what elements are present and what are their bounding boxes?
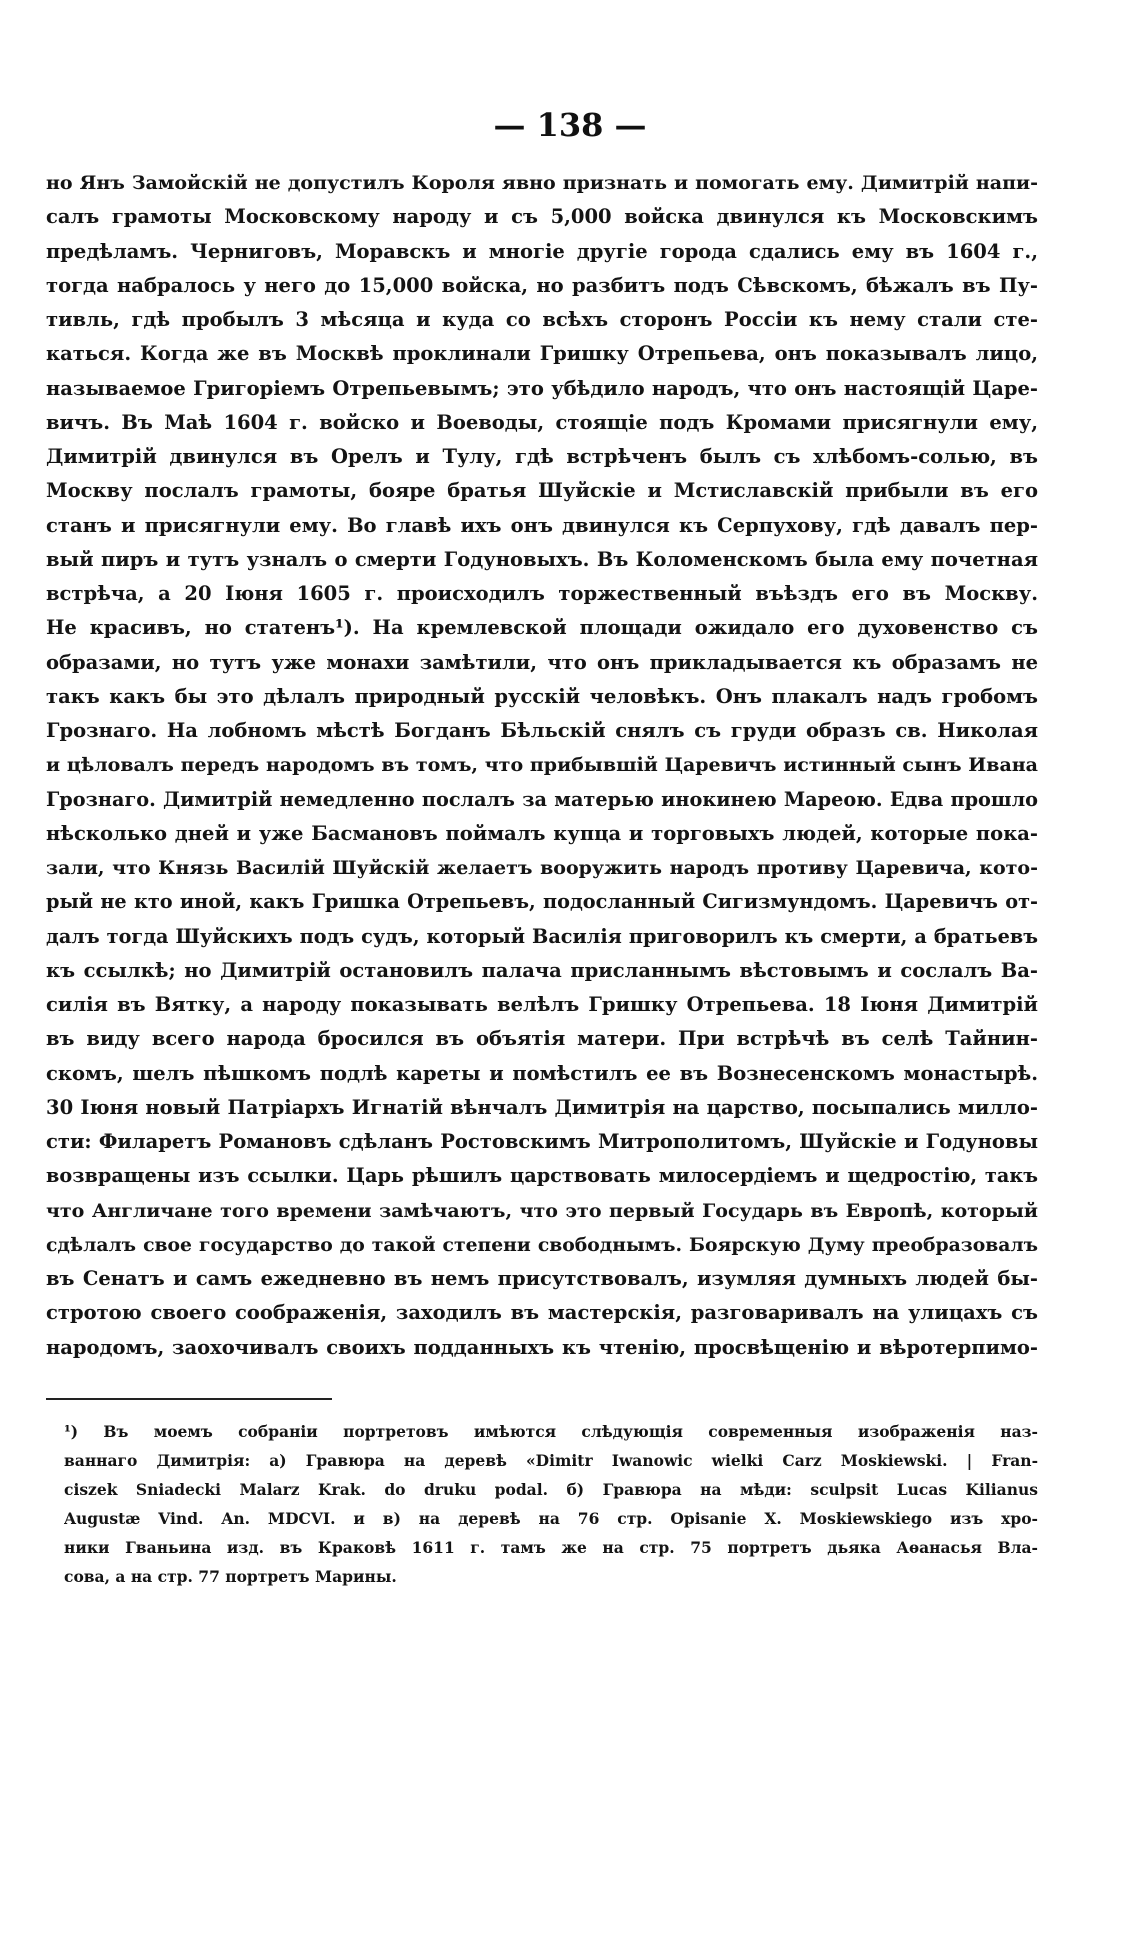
footnote-divider	[46, 1398, 332, 1400]
text-line: силія въ Вятку, а народу показывать велѣлъ Гришку Отрепьева. 18 Іюня Димитрій	[46, 993, 1038, 1016]
text-line: 30 Іюня новый Патріархъ Игнатій вѣнчалъ Димитрія на царство, посыпались милло-	[46, 1095, 1038, 1119]
footnote	[64, 1417, 1038, 1591]
text-line: зали, что Князь Василій Шуйскій желаетъ вооружить народъ противу Царевича, кото-	[46, 857, 1038, 879]
text-line: Грознаго. Димитрій немедленно послалъ за матерью инокинею Мареою. Едва прошло	[46, 787, 1038, 811]
text-line: Грознаго. На лобномъ мѣстѣ Богданъ Бѣльскій снялъ съ груди образъ св. Николая	[46, 719, 1038, 742]
text-line: сдѣлалъ свое государство до такой степени свободнымъ. Боярскую Думу преобразовалъ	[46, 1233, 1038, 1256]
text-line: стротою своего соображенія, заходилъ въ мастерскія, разговаривалъ на улицахъ съ	[46, 1301, 1038, 1325]
footnote-line: ciszek Sniadecki Malarz Krak. do druku podal. б) Гравюра на мѣди: sculpsit Lucas Kilianus	[64, 1480, 1038, 1499]
text-line: такъ какъ бы это дѣлалъ природный русскій человѣкъ. Онъ плакалъ надъ гробомъ	[46, 684, 1038, 708]
text-line: салъ грамоты Московскому народу и съ 5,000 войска двинулся къ Московскимъ	[46, 205, 1038, 229]
text-line: нѣсколько дней и уже Басмановъ поймалъ купца и торговыхъ людей, которые пока-	[46, 821, 1038, 845]
text-line: станъ и присягнули ему. Во главѣ ихъ онъ двинулся къ Серпухову, гдѣ давалъ пер-	[46, 513, 1038, 537]
text-line: вый пиръ и тутъ узналъ о смерти Годуновыхъ. Въ Коломенскомъ была ему почетная	[46, 547, 1038, 571]
text-line: Не красивъ, но статенъ¹). На кремлевской площади ожидало его духовенство съ	[46, 616, 1038, 640]
footnote-line: ники Гваньина изд. въ Краковѣ 1611 г. тамъ же на стр. 75 портретъ дьяка Аѳанасья Вла-	[64, 1538, 1038, 1557]
text-line: что Англичане того времени замѣчаютъ, что это первый Государь въ Европѣ, который	[46, 1199, 1038, 1222]
text-line: возвращены изъ ссылки. Царь рѣшилъ царствовать милосердіемъ и щедростію, такъ	[46, 1164, 1038, 1188]
text-line: каться. Когда же въ Москвѣ проклинали Гришку Отрепьева, онъ показывалъ лицо,	[46, 342, 1038, 366]
text-line: далъ тогда Шуйскихъ подъ судъ, который Василія приговорилъ къ смерти, а братьевъ	[46, 924, 1038, 948]
footnote-line: ваннаго Димитрія: а) Гравюра на деревѣ «Dimitr Iwanowic wielki Carz Moskiewski. | Fran-	[64, 1451, 1038, 1470]
text-line: тогда набралось у него до 15,000 войска, но разбитъ подъ Сѣвскомъ, бѣжалъ въ Пу-	[46, 273, 1038, 297]
text-line: въ Сенатъ и самъ ежедневно въ немъ присутствовалъ, изумляя думныхъ людей бы-	[46, 1267, 1038, 1290]
text-line: встрѣча, а 20 Іюня 1605 г. происходилъ торжественный въѣздъ его въ Москву.	[46, 582, 1038, 605]
text-line: въ виду всего народа бросился въ объятія матери. При встрѣчѣ въ селѣ Тайнин-	[46, 1027, 1038, 1051]
text-line: Димитрій двинулся въ Орелъ и Тулу, гдѣ встрѣченъ былъ съ хлѣбомъ-солью, въ	[46, 445, 1038, 468]
text-line: и цѣловалъ передъ народомъ въ томъ, что прибывшій Царевичъ истинный сынъ Ивана	[46, 754, 1038, 777]
footnote-line: Augustæ Vind. An. MDCVI. и в) на деревѣ на 76 стр. Opisanie X. Moskiewskiego изъ хро-	[64, 1509, 1038, 1528]
text-line: къ ссылкѣ; но Димитрій остановилъ палача присланнымъ вѣстовымъ и сослалъ Ва-	[46, 958, 1038, 982]
text-line: но Янъ Замойскій не допустилъ Короля явно признать и помогать ему. Димитрій напи-	[46, 172, 1038, 194]
text-line: народомъ, заохочивалъ своихъ подданныхъ къ чтенію, просвѣщенію и вѣротерпимо-	[46, 1335, 1038, 1359]
text-line: скомъ, шелъ пѣшкомъ подлѣ кареты и помѣстилъ ее въ Вознесенскомъ монастырѣ.	[46, 1061, 1038, 1085]
text-line: предѣламъ. Черниговъ, Моравскъ и многіе другіе города сдались ему въ 1604 г.,	[46, 239, 1038, 263]
footnote-line: ¹) Въ моемъ собраніи портретовъ имѣются слѣдующія современныя изображенія наз-	[64, 1422, 1038, 1441]
text-line: сти: Филаретъ Романовъ сдѣланъ Ростовскимъ Митрополитомъ, Шуйскіе и Годуновы	[46, 1130, 1038, 1153]
footnote-line: сова, а на стр. 77 портретъ Марины.	[64, 1567, 397, 1586]
text-line: образами, но тутъ уже монахи замѣтили, что онъ прикладывается къ образамъ не	[46, 650, 1038, 674]
text-line: тивль, гдѣ пробылъ 3 мѣсяца и куда со всѣхъ сторонъ Россіи къ нему стали сте-	[46, 308, 1038, 331]
text-line: Москву послалъ грамоты, бояре братья Шуйскіе и Мстиславскій прибыли въ его	[46, 479, 1038, 503]
page-number: — 138 —	[493, 106, 647, 144]
text-line: рый не кто иной, какъ Гришка Отрепьевъ, подосланный Сигизмундомъ. Царевичъ от-	[46, 890, 1038, 914]
text-line: вичъ. Въ Маѣ 1604 г. войско и Воеводы, стоящіе подъ Кромами присягнули ему,	[46, 410, 1038, 434]
text-line: называемое Григоріемъ Отрепьевымъ; это убѣдило народъ, что онъ настоящій Царе-	[46, 376, 1038, 400]
main-text	[46, 166, 1038, 1365]
